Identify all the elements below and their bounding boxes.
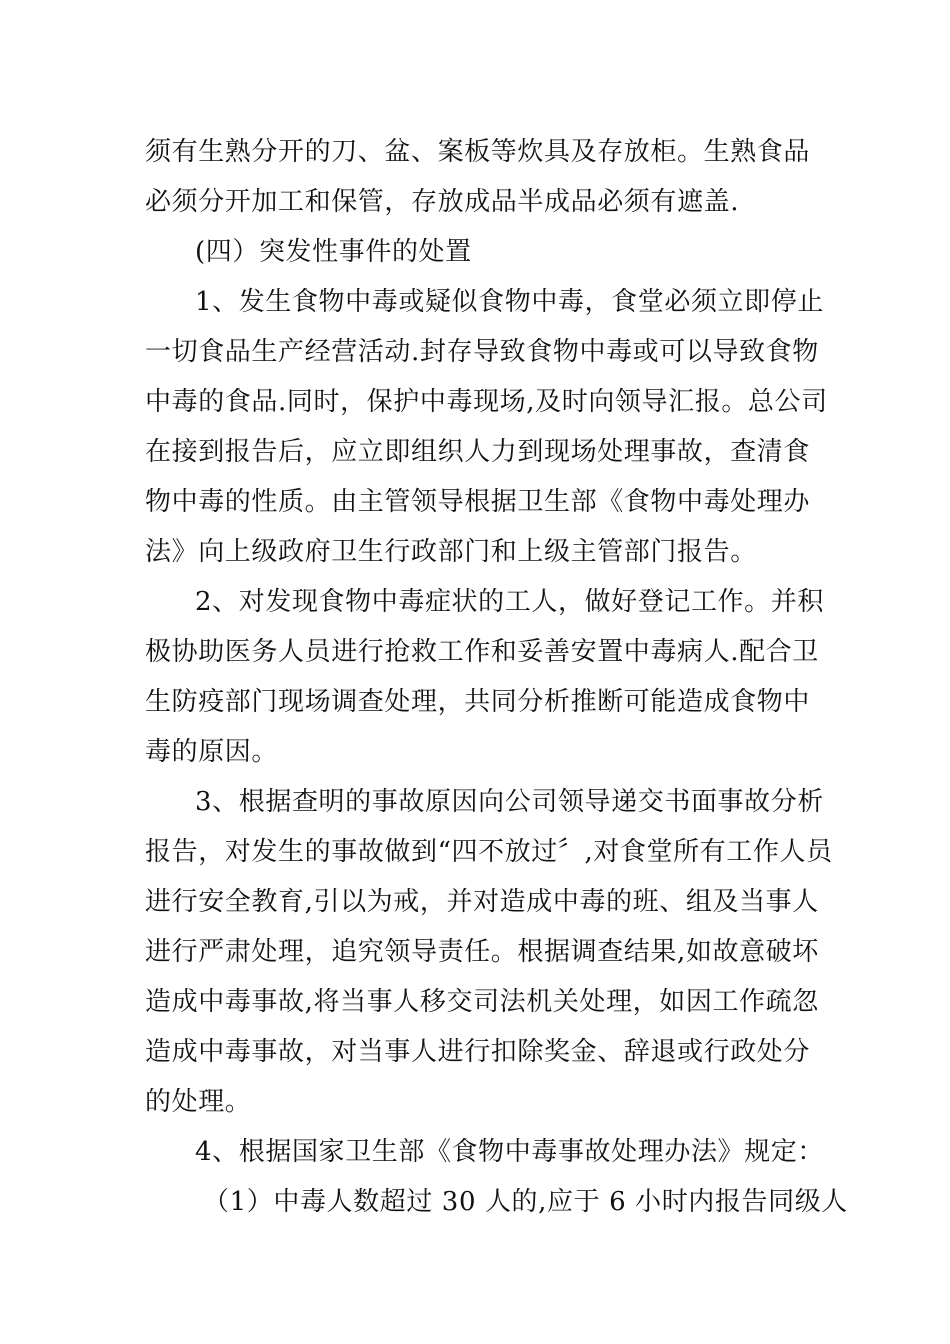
text-line: 中毒的食品.同时，保护中毒现场,及时向领导汇报。总公司 xyxy=(145,387,828,417)
text-line: 造成中毒事故,将当事人移交司法机关处理，如因工作疏忽 xyxy=(145,987,819,1017)
text-line: 物中毒的性质。由主管领导根据卫生部《食物中毒处理办 xyxy=(145,487,811,517)
text-line: 一切食品生产经营活动.封存导致食物中毒或可以导致食物 xyxy=(145,337,819,367)
text-line: 须有生熟分开的刀、盆、案板等炊具及存放柜。生熟食品 xyxy=(145,137,811,167)
text-line: 进行安全教育,引以为戒，并对造成中毒的班、组及当事人 xyxy=(145,887,819,917)
text-line: 造成中毒事故，对当事人进行扣除奖金、辞退或行政处分 xyxy=(145,1037,811,1067)
document-body xyxy=(145,127,848,1227)
text-line: （1）中毒人数超过 30 人的,应于 6 小时内报告同级人 xyxy=(203,1187,848,1217)
text-line: 4、根据国家卫生部《食物中毒事故处理办法》规定： xyxy=(195,1137,824,1167)
text-line: 的处理。 xyxy=(145,1087,252,1117)
text-line: 3、根据查明的事故原因向公司领导递交书面事故分析 xyxy=(195,787,824,817)
text-line: 必须分开加工和保管，存放成品半成品必须有遮盖. xyxy=(145,187,740,217)
text-line: 毒的原因。 xyxy=(145,737,279,767)
text-line: 1、发生食物中毒或疑似食物中毒，食堂必须立即停止 xyxy=(195,287,824,317)
text-line: 法》向上级政府卫生行政部门和上级主管部门报告。 xyxy=(145,537,757,567)
text-line: 报告，对发生的事故做到“四不放过〞,对食堂所有工作人员 xyxy=(145,837,833,867)
text-line: 在接到报告后，应立即组织人力到现场处理事故，查清食 xyxy=(145,437,811,467)
text-line: 极协助医务人员进行抢救工作和妥善安置中毒病人.配合卫 xyxy=(145,637,819,667)
text-line: 2、对发现食物中毒症状的工人，做好登记工作。并积 xyxy=(195,587,824,617)
text-line: 生防疫部门现场调查处理，共同分析推断可能造成食物中 xyxy=(145,687,811,717)
section-heading: (四）突发性事件的处置 xyxy=(195,237,472,267)
text-line: 进行严肃处理，追究领导责任。根据调查结果,如故意破坏 xyxy=(145,937,819,967)
